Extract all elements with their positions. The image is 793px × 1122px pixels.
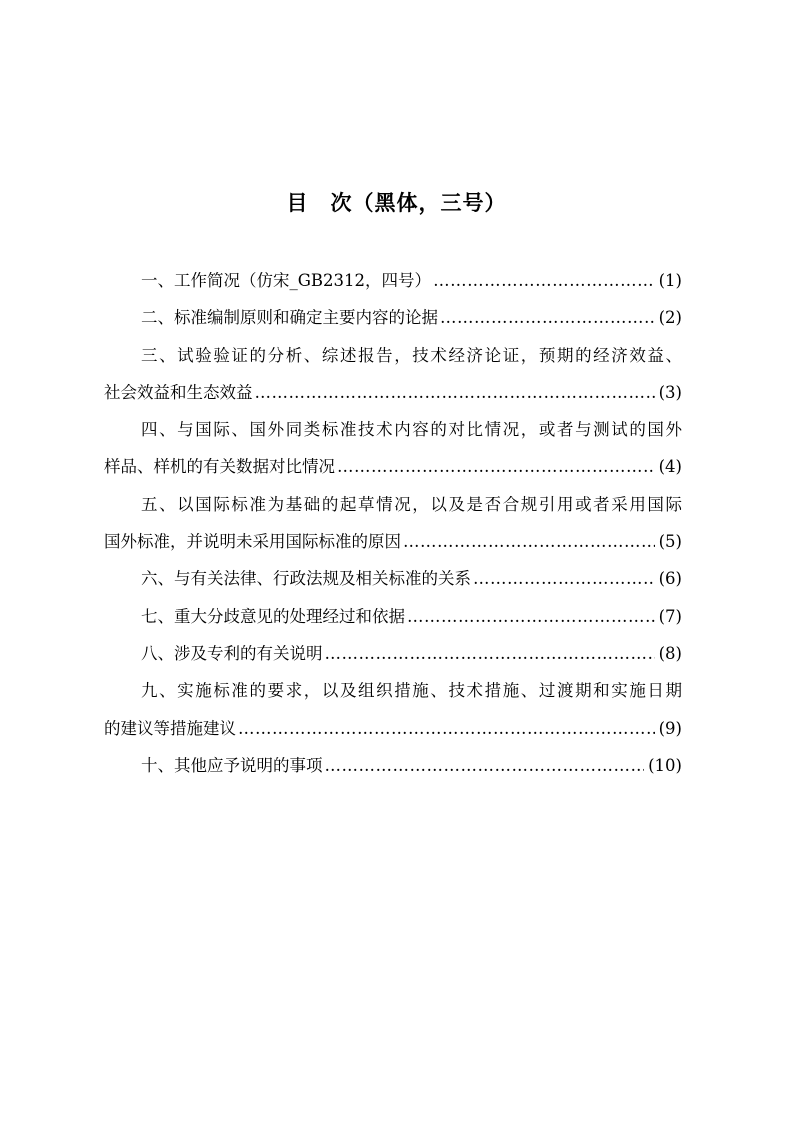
toc-page-number: (3) [658, 382, 682, 402]
toc-page-number: (7) [658, 606, 682, 626]
dot-leader [433, 262, 655, 299]
toc-entry-text: 九、实施标准的要求，以及组织措施、技术措施、过渡期和实施日期 [141, 681, 682, 701]
dot-leader [325, 747, 645, 784]
toc-entry-text: 五、以国际标准为基础的起草情况，以及是否合规引用或者采用国际 [141, 494, 682, 514]
toc-entry-continuation: 样品、样机的有关数据对比情况 [104, 457, 335, 477]
toc-entry-continuation: 社会效益和生态效益 [104, 382, 253, 402]
toc-entry [104, 672, 682, 747]
toc-entry-text: 一、工作简况（仿宋_GB2312，四号） [141, 271, 432, 290]
dot-leader [325, 635, 655, 672]
toc-entry-text: 十、其他应予说明的事项 [141, 755, 323, 775]
dot-leader [255, 374, 655, 411]
toc-page-number: (5) [658, 532, 682, 552]
toc-page-number: (10) [648, 755, 682, 775]
toc-entry-text: 三、试验验证的分析、综述报告，技术经济论证，预期的经济效益、 [141, 345, 682, 365]
toc-title-rest: 次（黑体，三号） [330, 191, 507, 215]
dot-leader [238, 710, 655, 747]
toc-page-number: (4) [658, 457, 682, 477]
toc-entry [104, 747, 682, 784]
toc-page-number: (1) [658, 271, 682, 290]
toc-page-number: (9) [658, 718, 682, 738]
dot-leader [337, 448, 655, 485]
dot-leader [440, 299, 655, 336]
toc-entry [104, 486, 682, 561]
toc-entry [104, 598, 682, 635]
toc-title-main: 目 [286, 191, 309, 215]
toc-entry-text: 六、与有关法律、行政法规及相关标准的关系 [141, 569, 471, 589]
toc-entry [104, 635, 682, 672]
toc-entry [104, 299, 682, 336]
toc-title [0, 187, 793, 217]
dot-leader [407, 598, 655, 635]
toc-entry-text: 二、标准编制原则和确定主要内容的论据 [141, 308, 438, 328]
toc-entry-continuation: 国外标准，并说明未采用国际标准的原因 [104, 532, 401, 552]
toc-entry-continuation: 的建议等措施建议 [104, 718, 236, 738]
toc-entry-text: 七、重大分歧意见的处理经过和依据 [141, 606, 405, 626]
table-of-contents [104, 262, 682, 784]
toc-entry-text: 八、涉及专利的有关说明 [141, 643, 323, 663]
dot-leader [473, 560, 655, 597]
toc-entry-text: 四、与国际、国外同类标准技术内容的对比情况，或者与测试的国外 [141, 420, 682, 440]
toc-page-number: (8) [658, 643, 682, 663]
toc-entry [104, 411, 682, 486]
toc-entry [104, 337, 682, 412]
toc-page-number: (2) [658, 308, 682, 328]
toc-page-number: (6) [658, 569, 682, 589]
dot-leader [403, 523, 655, 560]
toc-entry [104, 560, 682, 597]
toc-entry [104, 262, 682, 299]
